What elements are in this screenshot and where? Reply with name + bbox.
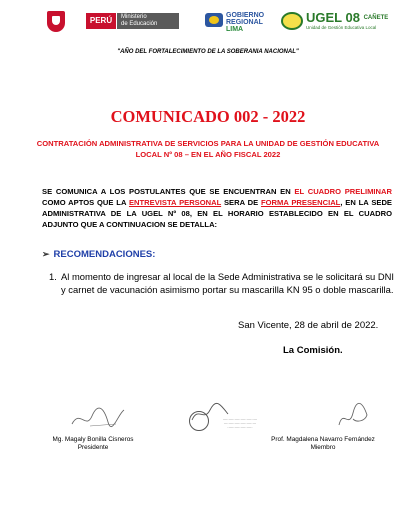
peru-logo: PERÚ — [86, 13, 116, 29]
document-subtitle: CONTRATACIÓN ADMINISTRATIVA DE SERVICIOS PARA LA UNIDAD DE GESTIÓN EDUCATIVA LOCAL Nº 08 – EN EL AÑO FISCAL 2022 — [36, 139, 380, 159]
place-and-date: San Vicente, 28 de abril de 2022. — [238, 320, 379, 331]
peru-shield-icon — [47, 11, 65, 32]
commission-signoff: La Comisión. — [283, 345, 343, 356]
announcement-paragraph — [42, 186, 392, 230]
body-text-3: SERA DE — [221, 198, 261, 207]
signatory-role: Presidente — [77, 444, 109, 451]
list-item-text: Al momento de ingresar al local de la Sede Administrativa se le solicitará su DNI y carnet de vacunación asimismo portar su mascarilla KN 95 o doble mascarilla. — [61, 271, 394, 295]
body-text-1: SE COMUNICA A LOS POSTULANTES QUE SE ENCUENTRAN EN — [42, 187, 295, 196]
in-person-highlight: FORMA PRESENCIAL — [260, 198, 341, 207]
checkmark-bullet-icon: ➢ — [42, 249, 50, 259]
regional-government-logo — [226, 12, 264, 33]
list-item — [49, 271, 394, 296]
ugel-suffix: CAÑETE — [363, 15, 389, 21]
gob-line3: LIMA — [226, 26, 244, 33]
signatory-name: Prof. Magdalena Navarro Fernández — [271, 436, 375, 443]
stamp-lettering — [210, 418, 270, 431]
ugel-logo — [306, 10, 388, 25]
preliminary-table-highlight: EL CUADRO PRELIMINAR — [294, 187, 392, 196]
signatory-name: Mg. Magaly Bonilla Cisneros — [52, 436, 134, 443]
signature-right — [335, 401, 371, 431]
ministry-logo — [117, 13, 179, 29]
gob-line2: REGIONAL — [226, 19, 263, 26]
personal-interview-highlight: ENTREVISTA PERSONAL — [128, 198, 222, 207]
gob-line1: GOBIERNO — [226, 12, 265, 19]
recommendations-heading-label: RECOMENDACIONES: — [53, 249, 156, 260]
document-title: COMUNICADO 002 - 2022 — [110, 107, 306, 126]
signature-left — [70, 404, 126, 432]
recommendations-heading — [42, 249, 155, 260]
signatory-role: Miembro — [310, 444, 336, 451]
list-item-number: 1. — [49, 271, 57, 282]
ugel-seal-icon — [281, 12, 303, 30]
stamp-line: ····························· — [222, 418, 258, 422]
ministry-label-line2: de Educación — [121, 21, 158, 27]
ugel-label: UGEL 08 — [306, 10, 360, 25]
stamp-line: ····················· — [227, 426, 253, 431]
regional-government-emblem-icon — [205, 13, 223, 27]
signature-right-caption — [258, 436, 388, 452]
ministry-label-line1: Ministerio — [121, 14, 147, 20]
year-motto: "AÑO DEL FORTALECIMIENTO DE LA SOBERANIA NACIONAL" — [117, 49, 299, 55]
ugel-subtitle: Unidad de Gestión Educativa Local — [306, 25, 377, 30]
body-text-4: , EN LA SEDE ADMINISTRATIVA DE LA UGEL Nº 08, EN EL HORARIO ESTABLECIDO EN EL CUADRO ADJUNTO QUE A CONTINUACION SE DETALLA: — [42, 198, 392, 229]
stamp-line: ··························· — [223, 422, 257, 427]
body-text-2: COMO APTOS QUE LA — [42, 198, 129, 207]
signature-left-caption — [38, 436, 148, 452]
